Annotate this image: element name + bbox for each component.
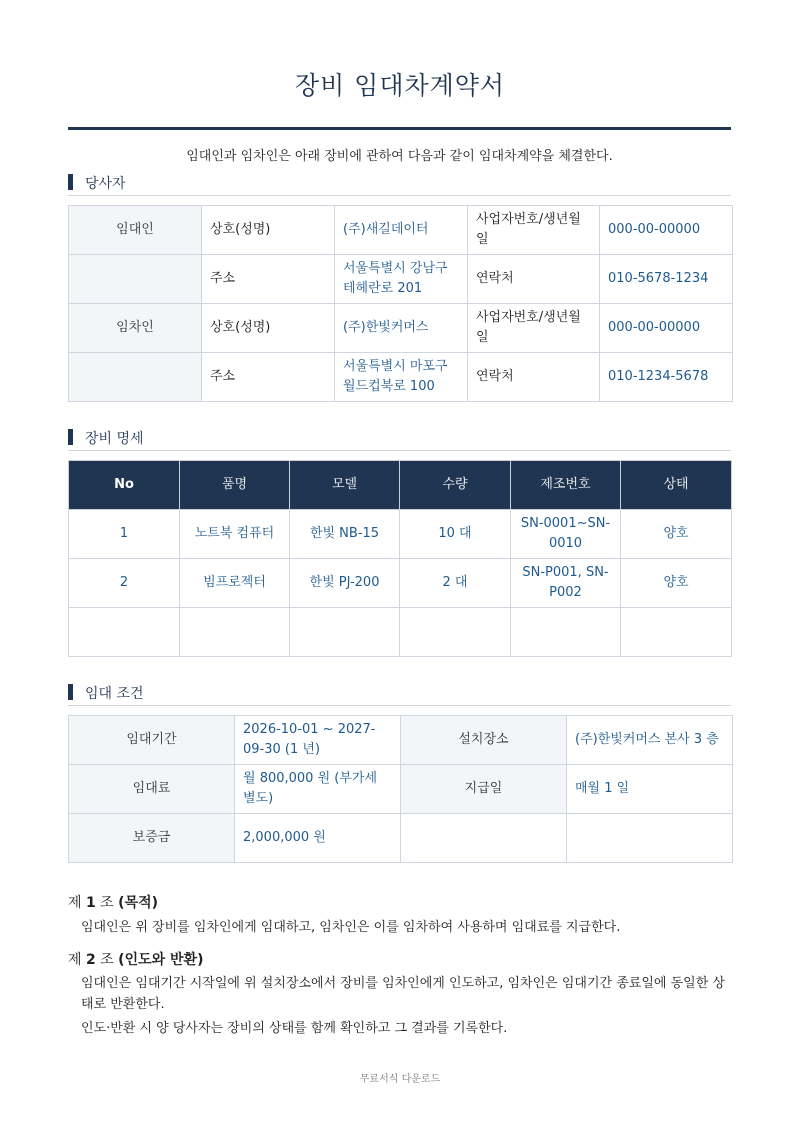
table-row [69,304,733,353]
footer-text: 무료서식 다운로드 [359,1074,441,1085]
column-header: 품명 [180,461,290,510]
terms-table [68,715,733,863]
place-value: (주)한빛커머스 본사 3 층 [567,716,733,765]
deposit-label: 보증금 [69,814,235,863]
lessor-bizno: 000-00-00000 [600,206,733,255]
table-cell: 양호 [621,510,732,559]
article-2-paragraph-1: 임대인은 임대기간 시작일에 위 설치장소에서 장비를 임차인에게 인도하고, 임차인은 임대기간 종료일에 동일한 상태로 반환한다. [81,976,725,1012]
lessor-label: 임대인 [69,206,202,255]
address-label: 주소 [202,353,335,402]
article-suffix: 조 [95,952,119,968]
table-cell: 2 [69,559,180,608]
section-title: 장비 명세 [85,431,144,447]
table-row [69,765,733,814]
column-header: No [69,461,180,510]
fee-value: 월 800,000 원 (부가세 별도) [235,765,401,814]
empty-cell [401,814,567,863]
column-header: 수량 [400,461,511,510]
equipment-table [68,460,732,657]
section-heading-equipment [68,428,731,451]
document-title: 장비 임대차계약서 [294,71,506,100]
payday-value: 매월 1 일 [567,765,733,814]
table-row [69,559,732,608]
table-cell: 한빛 PJ-200 [290,559,400,608]
table-header-row [69,461,732,510]
period-label: 임대기간 [69,716,235,765]
lessee-bizno: 000-00-00000 [600,304,733,353]
article-title: (목적) [118,895,159,911]
intro-text: 임대인과 임차인은 아래 장비에 관하여 다음과 같이 임대차계약을 체결한다. [186,149,613,164]
lessee-label: 임차인 [69,304,202,353]
article-number: 2 [85,952,96,968]
table-cell: 노트북 컴퓨터 [180,510,290,559]
article-title: (인도와 반환) [118,952,204,968]
section-heading-parties [68,173,731,196]
article-2-heading [68,949,203,969]
empty-cell [69,353,202,402]
column-header: 제조번호 [511,461,621,510]
table-row [69,353,733,402]
contact-label: 연락처 [468,353,600,402]
section-heading-terms [68,683,731,706]
table-cell [621,608,732,657]
table-cell: 1 [69,510,180,559]
section-title: 임대 조건 [85,686,144,702]
table-cell: 빔프로젝터 [180,559,290,608]
table-row [69,510,732,559]
lessee-address: 서울특별시 마포구 월드컵북로 100 [335,353,468,402]
table-row [69,716,733,765]
table-cell: SN-P001, SN-P002 [511,559,621,608]
article-1-paragraph: 임대인은 위 장비를 임차인에게 임대하고, 임차인은 이를 임차하여 사용하며 임대료를 지급한다. [81,920,621,935]
section-marker [68,684,73,700]
table-cell [400,608,511,657]
table-cell: 10 대 [400,510,511,559]
empty-cell [567,814,733,863]
table-row [69,206,733,255]
period-value: 2026-10-01 ~ 2027-09-30 (1 년) [235,716,401,765]
lessee-name: (주)한빛커머스 [335,304,468,353]
table-row-empty [69,608,732,657]
bizno-label: 사업자번호/생년월일 [468,206,600,255]
payday-label: 지급일 [401,765,567,814]
empty-cell [69,255,202,304]
table-row [69,814,733,863]
table-row [69,255,733,304]
column-header: 상태 [621,461,732,510]
section-title: 당사자 [85,176,126,192]
article-prefix: 제 [68,952,86,968]
contact-label: 연락처 [468,255,600,304]
lessor-address: 서울특별시 강남구 테헤란로 201 [335,255,468,304]
lessee-contact: 010-1234-5678 [600,353,733,402]
table-cell [290,608,400,657]
article-1-heading [68,892,158,912]
bizno-label: 사업자번호/생년월일 [468,304,600,353]
table-cell: 한빛 NB-15 [290,510,400,559]
article-number: 1 [85,895,96,911]
section-marker [68,174,73,190]
article-prefix: 제 [68,895,86,911]
table-cell: 양호 [621,559,732,608]
lessor-contact: 010-5678-1234 [600,255,733,304]
article-suffix: 조 [95,895,119,911]
place-label: 설치장소 [401,716,567,765]
title-divider [68,127,731,130]
address-label: 주소 [202,255,335,304]
table-cell [511,608,621,657]
table-cell: 2 대 [400,559,511,608]
column-header: 모델 [290,461,400,510]
name-label: 상호(성명) [202,206,335,255]
parties-table [68,205,733,402]
table-cell: SN-0001~SN-0010 [511,510,621,559]
table-cell [69,608,180,657]
lessor-name: (주)새길데이터 [335,206,468,255]
section-marker [68,429,73,445]
deposit-value: 2,000,000 원 [235,814,401,863]
name-label: 상호(성명) [202,304,335,353]
table-cell [180,608,290,657]
fee-label: 임대료 [69,765,235,814]
article-2-paragraph-2: 인도·반환 시 양 당사자는 장비의 상태를 함께 확인하고 그 결과를 기록한다. [81,1021,508,1036]
